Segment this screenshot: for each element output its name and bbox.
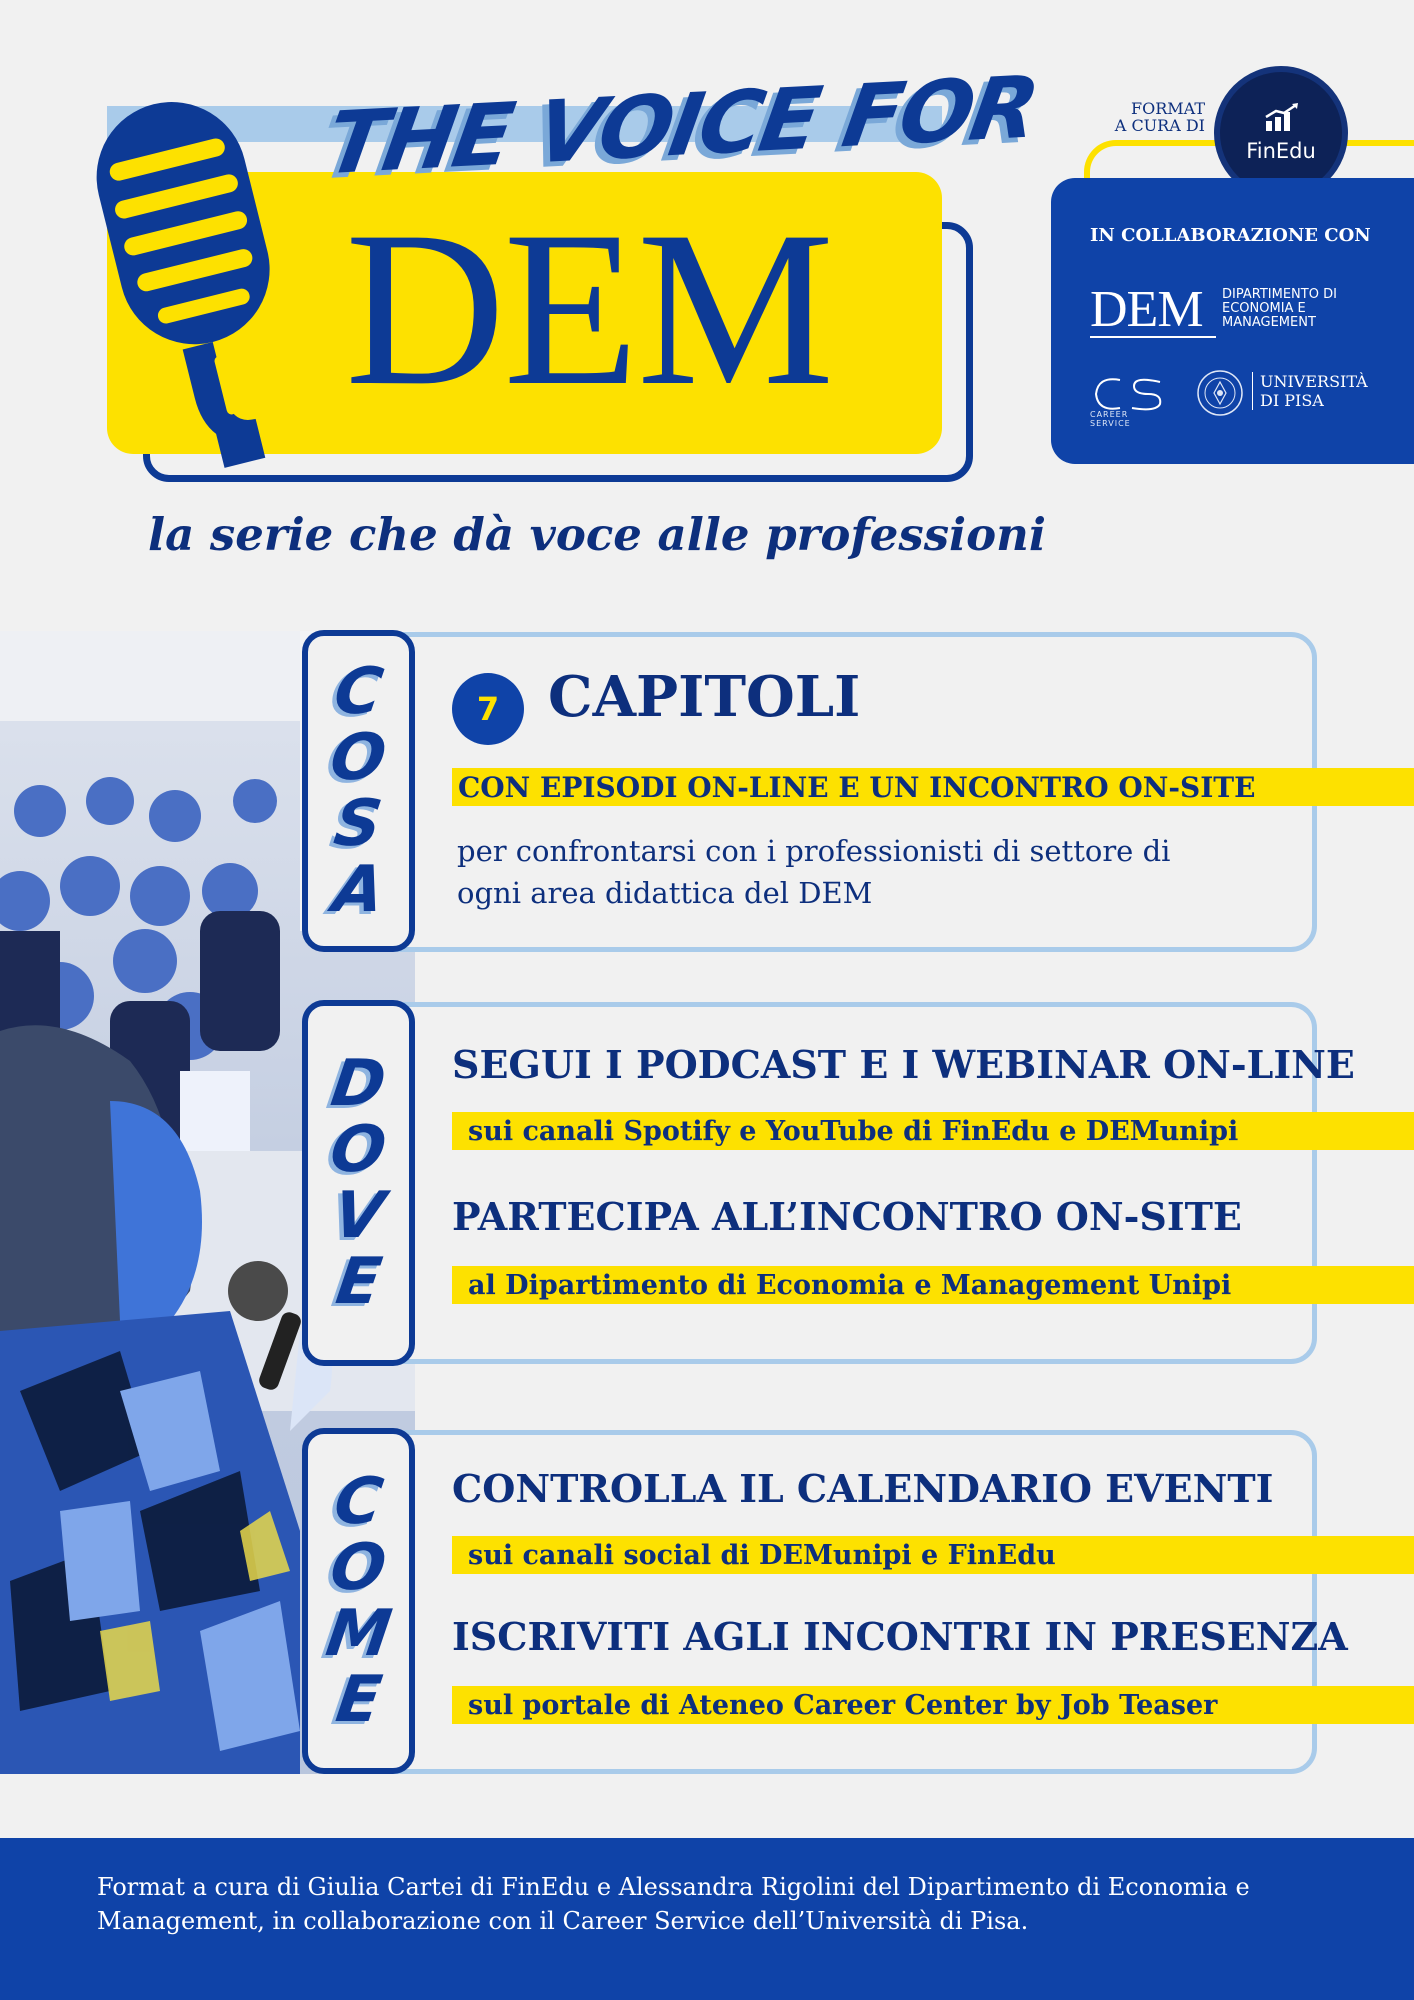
university-name-line2: DI PISA: [1260, 391, 1324, 410]
growth-bars-icon: [1264, 103, 1298, 133]
capitoli-heading: CAPITOLI: [548, 664, 861, 730]
dove-item1-highlight: sui canali Spotify e YouTube di FinEdu e DEMunipi: [452, 1112, 1414, 1150]
chapter-count-badge: 7: [452, 673, 524, 745]
microphone-icon: [84, 85, 344, 485]
dem-partner-logo: DEM: [1090, 282, 1216, 338]
university-name-line1: UNIVERSITÀ: [1260, 372, 1368, 391]
footer-credits: [97, 1870, 1347, 1938]
come-item2-highlight: sul portale di Ateneo Career Center by Job Teaser: [452, 1686, 1414, 1724]
dem-department-line1: DIPARTIMENTO DI: [1222, 287, 1337, 302]
university-seal-icon: [1195, 368, 1245, 418]
format-label-line2: A CURA DI: [1114, 116, 1205, 135]
cosa-highlight: CON EPISODI ON-LINE E UN INCONTRO ON-SITE: [452, 768, 1414, 806]
dove-item2-heading: PARTECIPA ALL’INCONTRO ON-SITE: [452, 1194, 1242, 1239]
dove-item2-highlight: al Dipartimento di Economia e Management Unipi: [452, 1266, 1414, 1304]
come-item1-highlight: sui canali social di DEMunipi e FinEdu: [452, 1536, 1414, 1574]
come-tab-letter: E: [331, 1663, 386, 1737]
finedu-brand-text: FinEdu: [1246, 139, 1316, 163]
cosa-description-line2: ogni area didattica del DEM: [457, 876, 873, 910]
dem-department-line3: MANAGEMENT: [1222, 315, 1316, 330]
cosa-description-line1: per confrontarsi con i professionisti di settore di: [457, 834, 1171, 868]
title-dem: DEM: [345, 186, 833, 432]
dove-tab-letter: E: [331, 1245, 386, 1319]
title-the-voice-for: THE VOICE FOR: [319, 57, 1043, 195]
footer-credits-line1: Format a cura di Giulia Cartei di FinEdu e Alessandra Rigolini del Dipartimento di Economia e: [97, 1873, 1250, 1901]
format-label: [1080, 100, 1205, 134]
come-tab-letter: C: [329, 1465, 388, 1539]
come-item2-heading: ISCRIVITI AGLI INCONTRI IN PRESENZA: [452, 1614, 1348, 1659]
come-tab-letter: O: [326, 1531, 391, 1605]
career-service-label: CAREER SERVICE: [1090, 410, 1131, 428]
cosa-tab-letter: S: [330, 787, 387, 861]
dove-tab-letter: V: [328, 1179, 389, 1253]
footer-credits-line2: Management, in collaborazione con il Career Service dell’Università di Pisa.: [97, 1907, 1029, 1935]
dem-department-line2: ECONOMIA E: [1222, 301, 1306, 316]
dove-tab: [302, 1000, 415, 1366]
dem-department-name: [1222, 288, 1372, 330]
tagline: la serie che dà voce alle professioni: [148, 508, 1046, 561]
university-name: [1252, 372, 1372, 410]
come-tab: [302, 1428, 415, 1774]
come-item1-heading: CONTROLLA IL CALENDARIO EVENTI: [452, 1466, 1274, 1511]
cosa-tab-letter: C: [329, 655, 388, 729]
cosa-description: [457, 830, 1257, 914]
dove-item1-heading: SEGUI I PODCAST E I WEBINAR ON-LINE: [452, 1042, 1355, 1087]
cosa-tab-letter: O: [326, 721, 391, 795]
dove-tab-letter: D: [326, 1047, 391, 1121]
come-tab-letter: M: [321, 1597, 396, 1671]
dove-tab-letter: O: [326, 1113, 391, 1187]
collaboration-label: IN COLLABORAZIONE CON: [1090, 225, 1371, 246]
cosa-tab: [302, 630, 415, 952]
format-label-line1: FORMAT: [1131, 99, 1205, 118]
cosa-tab-letter: A: [328, 853, 389, 927]
